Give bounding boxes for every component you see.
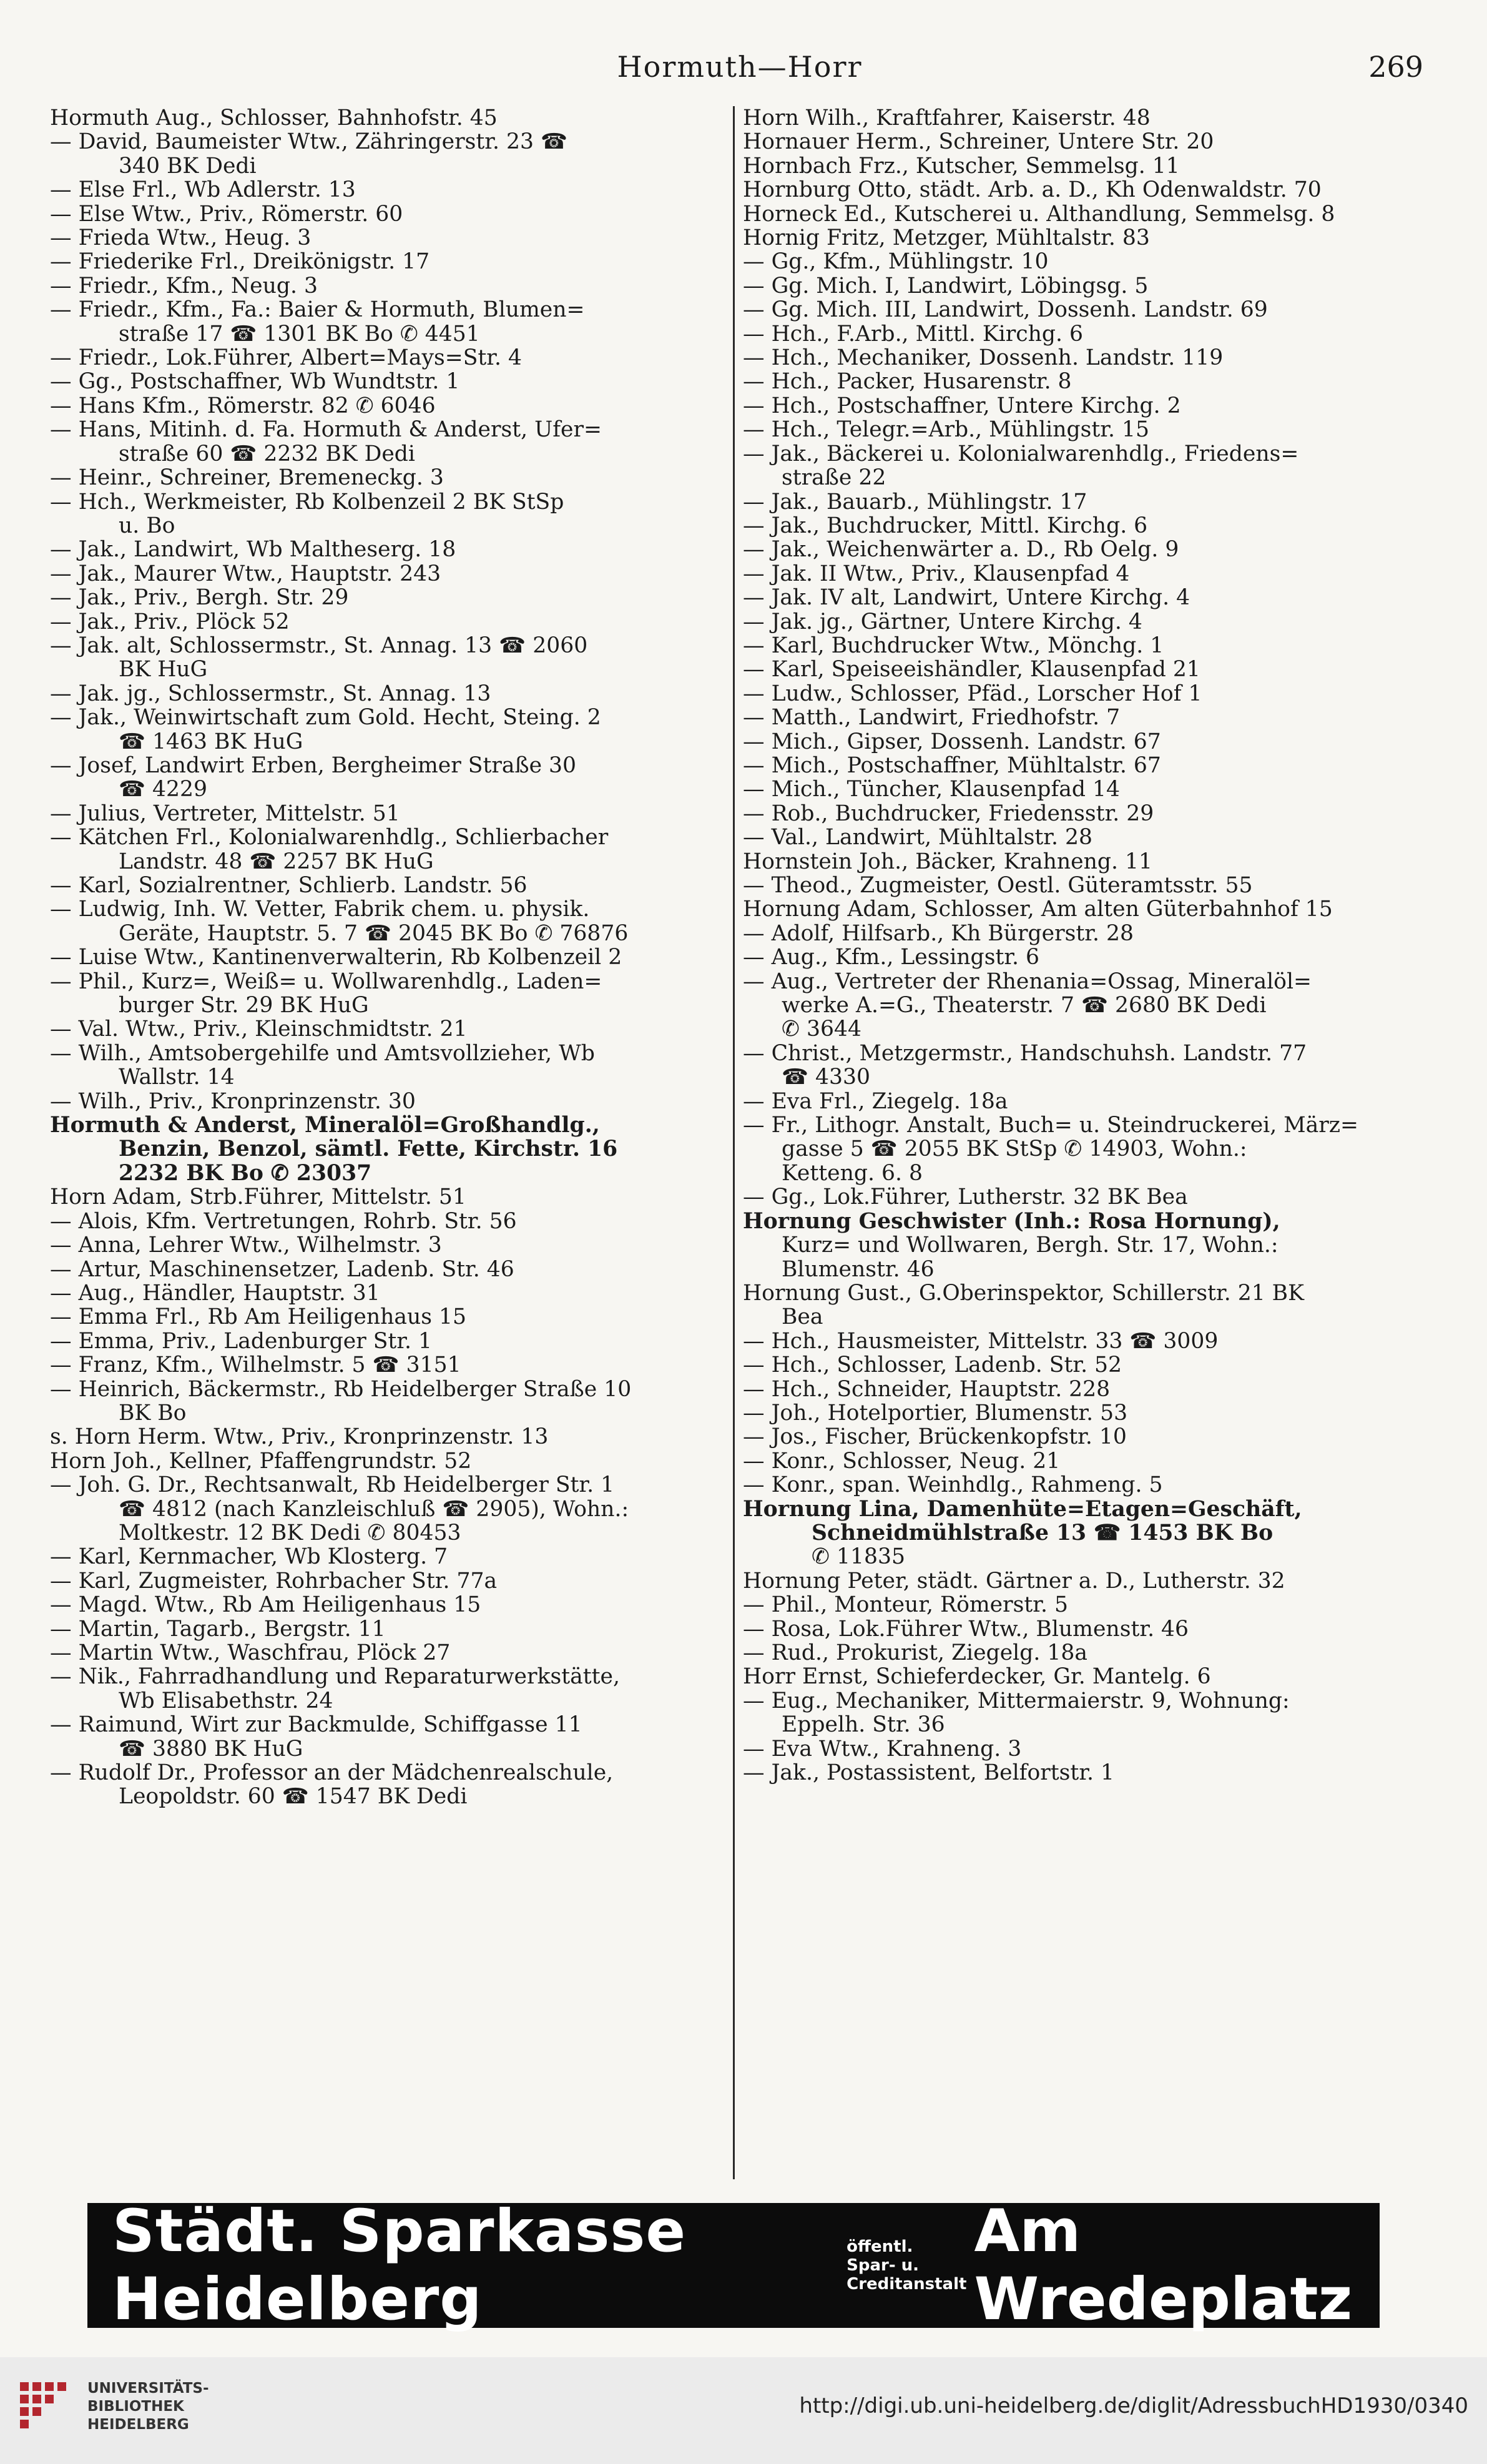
directory-entry: Bea — [782, 1305, 823, 1329]
directory-entry: ☎ 4812 (nach Kanzleischluß ☎ 2905), Wohn.: — [119, 1497, 629, 1521]
directory-entry: — Ludwig, Inh. W. Vetter, Fabrik chem. u. physik. — [50, 897, 590, 922]
digitization-footer — [0, 2357, 1487, 2464]
directory-entry: — Wilh., Amtsobergehilfe und Amtsvollzieher, Wb — [50, 1041, 595, 1066]
directory-entry: — Adolf, Hilfsarb., Kh Bürgerstr. 28 — [743, 921, 1134, 946]
directory-entry: — Mich., Postschaffner, Mühltalstr. 67 — [743, 753, 1161, 778]
directory-entry: burger Str. 29 BK HuG — [119, 993, 369, 1018]
directory-entry: — Jak. jg., Gärtner, Untere Kirchg. 4 — [743, 609, 1142, 634]
ad-main-text: Städt. Sparkasse Heidelberg — [112, 2197, 687, 2333]
directory-entry: — Jak. II Wtw., Priv., Klausenpfad 4 — [743, 561, 1130, 586]
directory-entry: — Jak., Priv., Plöck 52 — [50, 609, 290, 634]
library-line3: HEIDELBERG — [87, 2417, 189, 2433]
directory-entry: — Heinr., Schreiner, Bremeneckg. 3 — [50, 466, 444, 490]
directory-entry: — Aug., Kfm., Lessingstr. 6 — [743, 945, 1040, 970]
directory-entry: Hornburg Otto, städt. Arb. a. D., Kh Odenwaldstr. 70 — [743, 178, 1322, 202]
directory-entry: — Else Wtw., Priv., Römerstr. 60 — [50, 202, 403, 227]
directory-entry: — David, Baumeister Wtw., Zähringerstr. 23 ☎ — [50, 130, 568, 154]
directory-entry: Benzin, Benzol, sämtl. Fette, Kirchstr. 16 — [119, 1137, 618, 1161]
directory-entry: Landstr. 48 ☎ 2257 BK HuG — [119, 849, 434, 874]
directory-entry: — Hans, Mitinh. d. Fa. Hormuth & Anderst, Ufer= — [50, 418, 602, 442]
directory-entry: — Jak., Bäckerei u. Kolonialwarenhdlg., Friedens= — [743, 441, 1299, 466]
directory-entry: Hormuth & Anderst, Mineralöl=Großhandlg., — [50, 1113, 600, 1138]
directory-entry: — Jak. alt, Schlossermstr., St. Annag. 13 ☎ 2060 — [50, 633, 588, 658]
directory-entry: — Hch., Packer, Husarenstr. 8 — [743, 370, 1072, 394]
directory-entry: gasse 5 ☎ 2055 BK StSp ✆ 14903, Wohn.: — [782, 1137, 1247, 1161]
directory-entry: — Josef, Landwirt Erben, Bergheimer Straße 30 — [50, 753, 577, 778]
directory-entry: — Gg. Mich. I, Landwirt, Löbingsg. 5 — [743, 274, 1149, 298]
directory-entry: — Gg., Lok.Führer, Lutherstr. 32 BK Bea — [743, 1185, 1188, 1210]
directory-entry: — Hch., Werkmeister, Rb Kolbenzeil 2 BK StSp — [50, 490, 564, 514]
directory-entry: — Hch., Mechaniker, Dossenh. Landstr. 119 — [743, 346, 1224, 370]
directory-entry: — Hch., Postschaffner, Untere Kirchg. 2 — [743, 393, 1181, 418]
directory-entry: — Jak., Weinwirtschaft zum Gold. Hecht, Steing. 2 — [50, 706, 601, 730]
directory-entry: Wallstr. 14 — [119, 1065, 235, 1090]
library-line1: UNIVERSITÄTS- — [87, 2380, 209, 2397]
directory-entry: — Friederike Frl., Dreikönigstr. 17 — [50, 250, 430, 274]
directory-entry: Leopoldstr. 60 ☎ 1547 BK Dedi — [119, 1785, 468, 1809]
directory-entry: — Hans Kfm., Römerstr. 82 ✆ 6046 — [50, 393, 436, 418]
directory-entry: — Karl, Speiseeishändler, Klausenpfad 21 — [743, 658, 1200, 682]
directory-entry: Horn Wilh., Kraftfahrer, Kaiserstr. 48 — [743, 106, 1151, 131]
directory-entry: ☎ 1463 BK HuG — [119, 729, 303, 754]
directory-entry: straße 60 ☎ 2232 BK Dedi — [119, 441, 415, 466]
directory-entry: — Jak., Postassistent, Belfortstr. 1 — [743, 1761, 1115, 1785]
directory-entry: — Emma Frl., Rb Am Heiligenhaus 15 — [50, 1305, 467, 1329]
directory-entry: — Rob., Buchdrucker, Friedensstr. 29 — [743, 801, 1154, 826]
directory-entry: Horn Joh., Kellner, Pfaffengrundstr. 52 — [50, 1449, 472, 1474]
directory-entry: straße 17 ☎ 1301 BK Bo ✆ 4451 — [119, 322, 480, 347]
directory-entry: Horn Adam, Strb.Führer, Mittelstr. 51 — [50, 1185, 466, 1210]
directory-entry: — Gg., Kfm., Mühlingstr. 10 — [743, 250, 1049, 274]
directory-entry: — Joh. G. Dr., Rechtsanwalt, Rb Heidelberger Str. 1 — [50, 1473, 615, 1497]
directory-entry: — Karl, Zugmeister, Rohrbacher Str. 77a — [50, 1569, 498, 1594]
directory-entry: u. Bo — [119, 513, 175, 538]
directory-entry: — Mich., Gipser, Dossenh. Landstr. 67 — [743, 729, 1161, 754]
directory-entry: werke A.=G., Theaterstr. 7 ☎ 2680 BK Dedi — [782, 993, 1267, 1018]
directory-entry: — Aug., Händler, Hauptstr. 31 — [50, 1281, 380, 1306]
directory-entry: — Rud., Prokurist, Ziegelg. 18a — [743, 1641, 1087, 1665]
directory-entry: — Hch., Hausmeister, Mittelstr. 33 ☎ 3009 — [743, 1329, 1219, 1354]
directory-entry: — Kätchen Frl., Kolonialwarenhdlg., Schlierbacher — [50, 825, 609, 850]
directory-entry: — Hch., Schlosser, Ladenb. Str. 52 — [743, 1353, 1122, 1377]
directory-entry: — Else Frl., Wb Adlerstr. 13 — [50, 178, 356, 202]
directory-entry: — Konr., Schlosser, Neug. 21 — [743, 1449, 1061, 1474]
directory-entry: — Karl, Kernmacher, Wb Klosterg. 7 — [50, 1545, 448, 1569]
directory-entry: Hornung Lina, Damenhüte=Etagen=Geschäft, — [743, 1497, 1302, 1521]
directory-entry: Horr Ernst, Schieferdecker, Gr. Mantelg. 6 — [743, 1665, 1211, 1689]
directory-entry: — Jak., Landwirt, Wb Maltheserg. 18 — [50, 538, 456, 562]
directory-entry: — Karl, Buchdrucker Wtw., Mönchg. 1 — [743, 633, 1164, 658]
ad-small-line2: Creditanstalt — [847, 2275, 967, 2294]
directory-entry: ☎ 4330 — [782, 1065, 871, 1090]
directory-entry: — Raimund, Wirt zur Backmulde, Schiffgasse 11 — [50, 1713, 582, 1737]
directory-entry: Hornig Fritz, Metzger, Mühltalstr. 83 — [743, 226, 1150, 250]
directory-entry: Hornung Gust., G.Oberinspektor, Schillerstr. 21 BK — [743, 1281, 1304, 1306]
directory-entry: — Jos., Fischer, Brückenkopfstr. 10 — [743, 1425, 1127, 1449]
directory-entry: — Hch., Telegr.=Arb., Mühlingstr. 15 — [743, 418, 1149, 442]
directory-entry: — Hch., Schneider, Hauptstr. 228 — [743, 1377, 1111, 1401]
directory-entry: Hornauer Herm., Schreiner, Untere Str. 20 — [743, 130, 1214, 154]
source-url-link[interactable]: http://digi.ub.uni-heidelberg.de/diglit/AdressbuchHD1930/0340 — [799, 2393, 1468, 2418]
directory-entry: Eppelh. Str. 36 — [782, 1713, 945, 1737]
directory-entry: Geräte, Hauptstr. 5. 7 ☎ 2045 BK Bo ✆ 76876 — [119, 921, 629, 946]
directory-entry: — Gg., Postschaffner, Wb Wundtstr. 1 — [50, 370, 460, 394]
page-number: 269 — [1368, 50, 1423, 84]
directory-entry: — Val. Wtw., Priv., Kleinschmidtstr. 21 — [50, 1017, 468, 1042]
directory-entry: Hornung Geschwister (Inh.: Rosa Hornung), — [743, 1209, 1280, 1234]
directory-entry: — Martin Wtw., Waschfrau, Plöck 27 — [50, 1641, 451, 1665]
directory-entry: — Jak. IV alt, Landwirt, Untere Kirchg. 4 — [743, 586, 1190, 610]
directory-entry: s. Horn Herm. Wtw., Priv., Kronprinzenstr. 13 — [50, 1425, 549, 1449]
directory-entry: — Jak. jg., Schlossermstr., St. Annag. 13 — [50, 681, 491, 706]
directory-entry: — Luise Wtw., Kantinenverwalterin, Rb Kolbenzeil 2 — [50, 945, 622, 970]
directory-entry: Kurz= und Wollwaren, Bergh. Str. 17, Wohn.: — [782, 1233, 1278, 1258]
library-line2: BIBLIOTHEK — [87, 2398, 184, 2415]
directory-entry: — Rudolf Dr., Professor an der Mädchenrealschule, — [50, 1761, 614, 1785]
directory-entry: — Gg. Mich. III, Landwirt, Dossenh. Landstr. 69 — [743, 298, 1268, 322]
directory-entry: — Matth., Landwirt, Friedhofstr. 7 — [743, 706, 1121, 730]
directory-entry: Hornung Peter, städt. Gärtner a. D., Lutherstr. 32 — [743, 1569, 1285, 1594]
directory-entry: — Phil., Kurz=, Weiß= u. Wollwarenhdlg., Laden= — [50, 969, 602, 994]
directory-entry: — Ludw., Schlosser, Pfäd., Lorscher Hof 1 — [743, 681, 1202, 706]
page-header — [56, 50, 1423, 94]
directory-entry: Hornbach Frz., Kutscher, Semmelsg. 11 — [743, 154, 1180, 179]
directory-entry: — Heinrich, Bäckermstr., Rb Heidelberger Straße 10 — [50, 1377, 632, 1401]
directory-entry: Ketteng. 6. 8 — [782, 1161, 923, 1186]
directory-entry: — Jak., Maurer Wtw., Hauptstr. 243 — [50, 561, 441, 586]
directory-entry: Hormuth Aug., Schlosser, Bahnhofstr. 45 — [50, 106, 498, 131]
directory-entry: — Joh., Hotelportier, Blumenstr. 53 — [743, 1401, 1128, 1426]
directory-entry: — Val., Landwirt, Mühltalstr. 28 — [743, 825, 1092, 850]
directory-entry: — Franz, Kfm., Wilhelmstr. 5 ☎ 3151 — [50, 1353, 461, 1377]
directory-entry: — Wilh., Priv., Kronprinzenstr. 30 — [50, 1089, 416, 1114]
directory-entry: — Jak., Priv., Bergh. Str. 29 — [50, 586, 349, 610]
directory-entry: — Frieda Wtw., Heug. 3 — [50, 226, 312, 250]
directory-entry: — Phil., Monteur, Römerstr. 5 — [743, 1593, 1069, 1617]
directory-entry: — Magd. Wtw., Rb Am Heiligenhaus 15 — [50, 1593, 481, 1617]
directory-entry: — Karl, Sozialrentner, Schlierb. Landstr. 56 — [50, 874, 528, 898]
column-divider — [733, 106, 735, 2179]
directory-entry: 340 BK Dedi — [119, 154, 257, 179]
directory-entry: — Mich., Tüncher, Klausenpfad 14 — [743, 777, 1120, 802]
directory-entry: — Theod., Zugmeister, Oestl. Güteramtsstr. 55 — [743, 874, 1253, 898]
right-column — [743, 106, 1417, 2186]
directory-entry: — Hch., F.Arb., Mittl. Kirchg. 6 — [743, 322, 1084, 347]
directory-entry: — Rosa, Lok.Führer Wtw., Blumenstr. 46 — [743, 1617, 1189, 1641]
ad-small-text — [847, 2237, 966, 2294]
directory-entry: — Eva Wtw., Krahneng. 3 — [743, 1737, 1022, 1762]
directory-entry: 2232 BK Bo ✆ 23037 — [119, 1161, 372, 1186]
directory-entry: Hornstein Joh., Bäcker, Krahneng. 11 — [743, 849, 1153, 874]
directory-entry: — Christ., Metzgermstr., Handschuhsh. Landstr. 77 — [743, 1041, 1307, 1066]
directory-entry: — Friedr., Kfm., Neug. 3 — [50, 274, 318, 298]
directory-entry: Moltkestr. 12 BK Dedi ✆ 80453 — [119, 1520, 461, 1545]
ad-small-line1: öffentl. Spar- u. — [847, 2237, 920, 2275]
directory-entry: — Anna, Lehrer Wtw., Wilhelmstr. 3 — [50, 1233, 442, 1258]
directory-entry: Blumenstr. 46 — [782, 1257, 935, 1281]
directory-entry: ✆ 11835 — [812, 1545, 905, 1569]
directory-entry: BK HuG — [119, 658, 208, 682]
advertisement-banner — [87, 2197, 1380, 2333]
directory-entry: ✆ 3644 — [782, 1017, 861, 1042]
directory-entry: — Fr., Lithogr. Anstalt, Buch= u. Steindruckerei, März= — [743, 1113, 1358, 1138]
directory-entry: — Konr., span. Weinhdlg., Rahmeng. 5 — [743, 1473, 1163, 1497]
directory-entry: — Emma, Priv., Ladenburger Str. 1 — [50, 1329, 433, 1354]
directory-entry: — Jak., Bauarb., Mühlingstr. 17 — [743, 490, 1087, 514]
directory-entry: BK Bo — [119, 1401, 187, 1426]
directory-entry: — Nik., Fahrradhandlung und Reparaturwerkstätte, — [50, 1665, 620, 1689]
university-library-logo-icon — [14, 2376, 74, 2436]
directory-entry: — Alois, Kfm. Vertretungen, Rohrb. Str. 56 — [50, 1209, 517, 1234]
directory-entry: — Aug., Vertreter der Rhenania=Ossag, Mineralöl= — [743, 969, 1312, 994]
library-name — [87, 2380, 209, 2434]
directory-entry: — Friedr., Kfm., Fa.: Baier & Hormuth, Blumen= — [50, 298, 585, 322]
directory-entry: Wb Elisabethstr. 24 — [119, 1688, 333, 1713]
directory-entry: — Artur, Maschinensetzer, Ladenb. Str. 46 — [50, 1257, 514, 1281]
page-title: Hormuth—Horr — [617, 50, 863, 84]
directory-entry: — Friedr., Lok.Führer, Albert=Mays=Str. 4 — [50, 346, 523, 370]
directory-entry: ☎ 3880 BK HuG — [119, 1737, 303, 1762]
directory-entry: — Eva Frl., Ziegelg. 18a — [743, 1089, 1008, 1114]
ad-place-text: Am Wredeplatz — [974, 2197, 1353, 2333]
directory-entry: — Julius, Vertreter, Mittelstr. 51 — [50, 801, 400, 826]
directory-entry: Hornung Adam, Schlosser, Am alten Güterbahnhof 15 — [743, 897, 1333, 922]
directory-entry: — Eug., Mechaniker, Mittermaierstr. 9, Wohnung: — [743, 1688, 1290, 1713]
directory-entry: Schneidmühlstraße 13 ☎ 1453 BK Bo — [812, 1520, 1274, 1545]
directory-entry: ☎ 4229 — [119, 777, 208, 802]
directory-entry: — Jak., Buchdrucker, Mittl. Kirchg. 6 — [743, 513, 1148, 538]
directory-entry: — Martin, Tagarb., Bergstr. 11 — [50, 1617, 386, 1641]
directory-entry: straße 22 — [782, 466, 886, 490]
left-column — [50, 106, 724, 2186]
directory-entry: Horneck Ed., Kutscherei u. Althandlung, Semmelsg. 8 — [743, 202, 1335, 227]
directory-entry: — Jak., Weichenwärter a. D., Rb Oelg. 9 — [743, 538, 1179, 562]
